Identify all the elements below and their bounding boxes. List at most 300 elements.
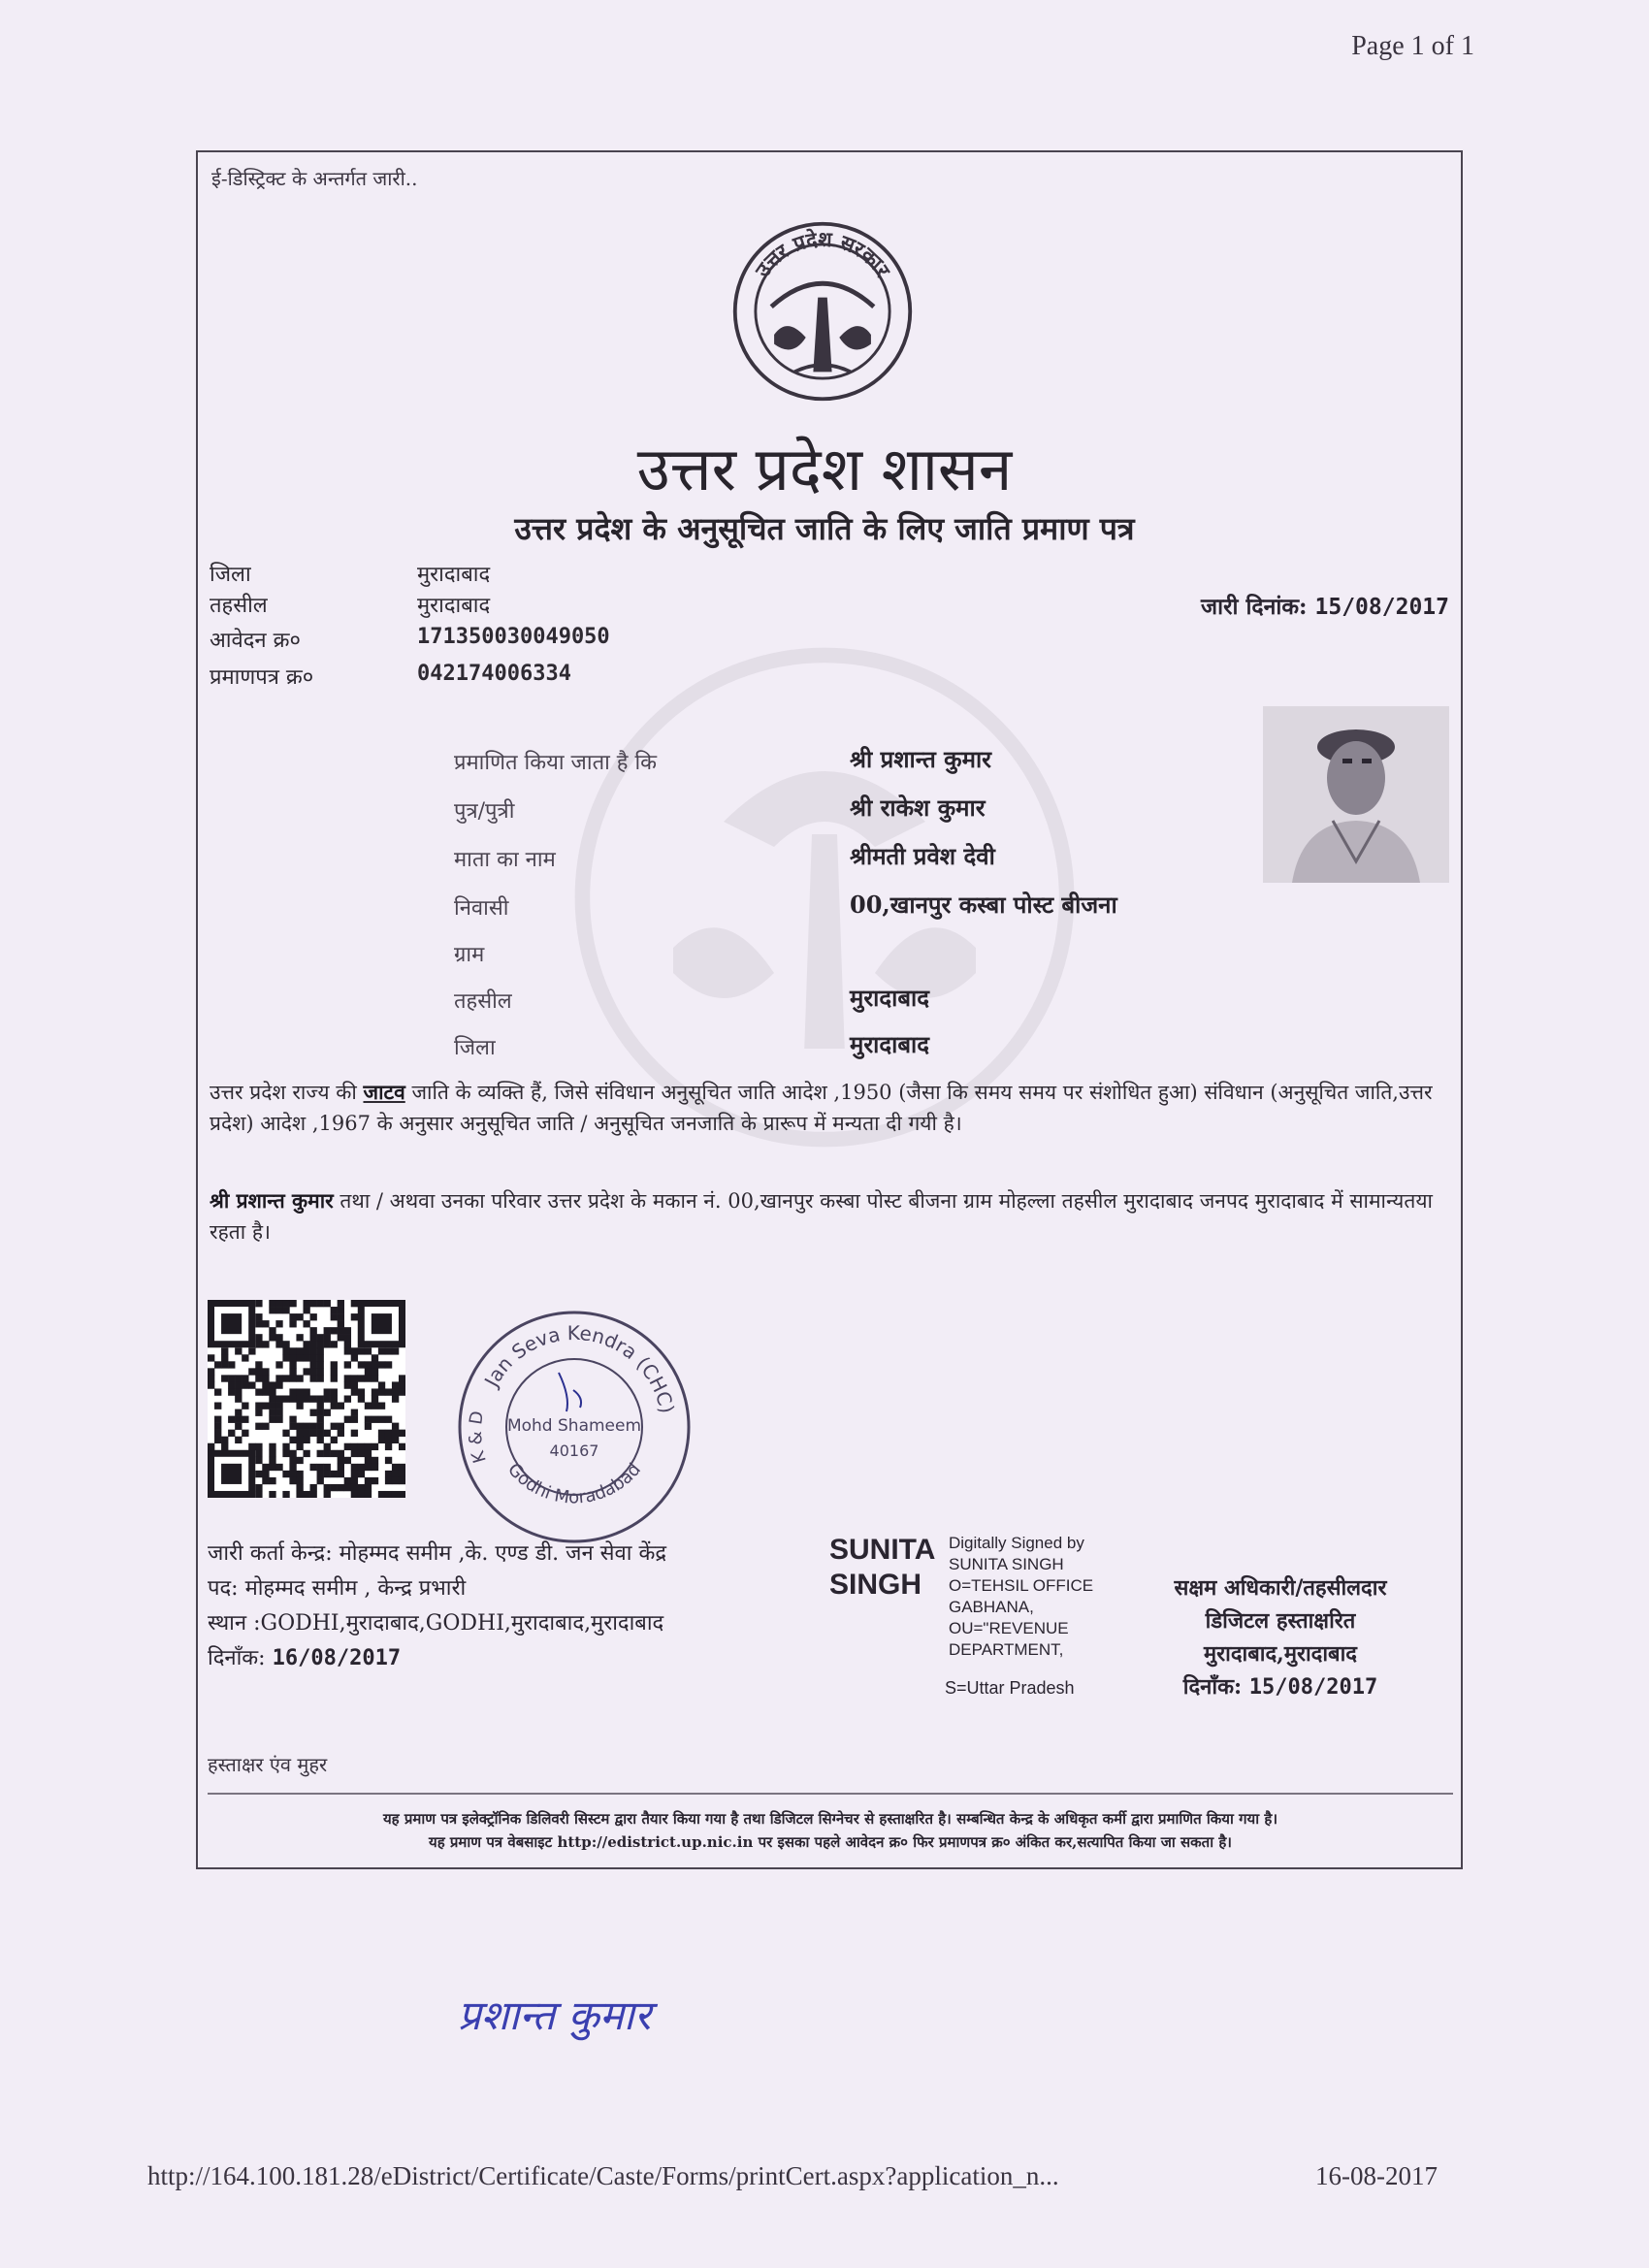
handwritten-signature: प्रशान्त कुमार <box>458 1992 651 2039</box>
qr-module <box>269 1464 275 1471</box>
qr-module <box>235 1381 242 1388</box>
qr-module <box>275 1307 282 1313</box>
qr-module <box>289 1388 296 1395</box>
qr-module <box>262 1381 269 1388</box>
svg-text:Jan Seva Kendra (CHC) <box>479 1321 679 1415</box>
qr-module <box>310 1368 317 1375</box>
qr-module <box>214 1388 221 1395</box>
qr-module <box>235 1388 242 1395</box>
qr-module <box>296 1471 303 1477</box>
qr-module <box>289 1477 296 1484</box>
qr-module <box>385 1491 392 1498</box>
qr-module <box>275 1375 282 1381</box>
qr-module <box>228 1381 235 1388</box>
qr-module <box>296 1457 303 1464</box>
qr-module <box>296 1313 303 1320</box>
qr-module <box>317 1430 324 1437</box>
qr-module <box>331 1423 338 1430</box>
qr-module <box>310 1409 317 1416</box>
application-number-label: आवेदन क्र० <box>210 629 301 653</box>
mother-name-label: माता का नाम <box>454 848 556 872</box>
residence-paragraph-text: तथा / अथवा उनका परिवार उत्तर प्रदेश के मकान नं. 00,खानपुर कस्बा पोस्ट बीजना ग्राम मोहल्ला तहसील मुरादाबाद जनपद मुरादाबाद में सामान्यतया रहता है। <box>210 1189 1433 1244</box>
qr-module <box>344 1484 351 1491</box>
qr-module <box>344 1327 351 1334</box>
qr-module <box>331 1375 338 1381</box>
qr-module <box>255 1313 262 1320</box>
qr-module <box>338 1334 344 1341</box>
qr-module <box>310 1341 317 1347</box>
qr-module <box>289 1375 296 1381</box>
qr-module <box>235 1347 242 1354</box>
qr-module <box>372 1395 378 1402</box>
qr-module <box>296 1395 303 1402</box>
authority-title: सक्षम अधिकारी/तहसीलदार <box>1174 1575 1387 1601</box>
qr-module <box>262 1471 269 1477</box>
qr-module <box>289 1471 296 1477</box>
qr-module <box>262 1320 269 1327</box>
qr-module <box>269 1300 275 1307</box>
qr-module <box>303 1430 309 1437</box>
qr-module <box>351 1471 358 1477</box>
person-district-value: मुरादाबाद <box>850 1030 930 1058</box>
stamp-ring-bottom: Godhi Moradabad <box>503 1459 645 1508</box>
qr-module <box>351 1416 358 1423</box>
qr-module <box>392 1430 399 1437</box>
qr-module <box>269 1381 275 1388</box>
qr-module <box>365 1416 372 1423</box>
qr-module <box>296 1443 303 1450</box>
qr-module <box>269 1327 275 1334</box>
tehsil-value: मुरादाबाद <box>417 594 491 618</box>
qr-module <box>214 1403 221 1409</box>
qr-module <box>214 1416 221 1423</box>
qr-module <box>269 1403 275 1409</box>
qr-module <box>235 1437 242 1443</box>
qr-module <box>365 1457 372 1464</box>
qr-module <box>296 1354 303 1361</box>
qr-module <box>338 1484 344 1491</box>
qr-module <box>331 1313 338 1320</box>
caste-paragraph <box>210 1077 1443 1139</box>
footer-note-line2: यह प्रमाण पत्र वेबसाइट http://edistrict.up.nic.in पर इसका पहले आवेदन क्र० फिर प्रमाणपत्र क्र० अंकित कर,सत्यापित किया जा सकता है। <box>429 1833 1232 1851</box>
qr-module <box>344 1477 351 1484</box>
issue-date <box>1201 590 1449 621</box>
qr-module <box>351 1375 358 1381</box>
qr-module <box>275 1464 282 1471</box>
qr-module <box>269 1443 275 1450</box>
qr-module <box>296 1477 303 1484</box>
qr-module <box>242 1403 248 1409</box>
qr-module <box>282 1450 289 1457</box>
qr-module <box>372 1443 378 1450</box>
qr-module <box>235 1423 242 1430</box>
qr-module <box>358 1471 365 1477</box>
qr-module <box>310 1327 317 1334</box>
qr-module <box>303 1347 309 1354</box>
qr-module <box>324 1409 331 1416</box>
qr-module <box>303 1320 309 1327</box>
qr-module <box>385 1347 392 1354</box>
qr-module <box>324 1491 331 1498</box>
qr-module <box>392 1437 399 1443</box>
qr-module <box>255 1457 262 1464</box>
qr-module <box>378 1430 385 1437</box>
qr-module <box>275 1416 282 1423</box>
qr-module <box>399 1381 405 1388</box>
qr-module <box>358 1388 365 1395</box>
qr-module <box>378 1491 385 1498</box>
qr-module <box>351 1388 358 1395</box>
issuer-date-label: दिनाँक: <box>208 1646 266 1670</box>
qr-module <box>324 1334 331 1341</box>
qr-module <box>275 1320 282 1327</box>
qr-module <box>275 1300 282 1307</box>
digital-signer-name <box>829 1533 935 1603</box>
qr-module <box>269 1450 275 1457</box>
qr-module <box>214 1430 221 1437</box>
child-of-label: पुत्र/पुत्री <box>454 799 515 824</box>
qr-finder-pattern <box>372 1313 392 1334</box>
qr-module <box>324 1341 331 1347</box>
qr-module <box>399 1464 405 1471</box>
dsig-line6: DEPARTMENT, <box>949 1640 1064 1659</box>
qr-code <box>208 1300 405 1498</box>
qr-module <box>208 1381 214 1388</box>
qr-module <box>365 1403 372 1409</box>
dsig-state: S=Uttar Pradesh <box>945 1678 1075 1698</box>
certified-name: श्री प्रशान्त कुमार <box>850 745 991 773</box>
qr-module <box>317 1409 324 1416</box>
svg-text:K & D <box>466 1409 491 1465</box>
resident-label: निवासी <box>454 896 509 921</box>
caste-paragraph-suffix: जाति के व्यक्ति हैं, जिसे संविधान अनुसूचित जाति आदेश ,1950 (जैसा कि समय समय पर संशोधित हुआ) संविधान (अनुसूचित जाति,उत्तर प्रदेश) आदेश ,1967 के अनुसार अनुसूचित जाति / अनुसूचित जनजाति के प्रारूप में मन्यता दी गयी है। <box>210 1081 1433 1135</box>
qr-module <box>378 1437 385 1443</box>
qr-module <box>289 1320 296 1327</box>
qr-module <box>372 1464 378 1471</box>
stamp-center-code: 40167 <box>549 1442 599 1460</box>
qr-module <box>289 1450 296 1457</box>
qr-module <box>365 1368 372 1375</box>
footer-divider <box>208 1793 1453 1795</box>
qr-module <box>282 1491 289 1498</box>
qr-module <box>208 1443 214 1450</box>
residence-paragraph-name: श्री प्रशान्त कुमार <box>210 1188 334 1213</box>
qr-module <box>358 1491 365 1498</box>
qr-module <box>372 1403 378 1409</box>
district-value: मुरादाबाद <box>417 563 491 587</box>
stamp-center-name: Mohd Shameem <box>506 1416 642 1436</box>
stamp-ring-left: K & D <box>465 1409 491 1466</box>
qr-module <box>392 1491 399 1498</box>
digital-signer-name-line2: SINGH <box>829 1569 922 1601</box>
qr-module <box>344 1443 351 1450</box>
mother-name: श्रीमती प्रवेश देवी <box>850 842 995 870</box>
qr-module <box>392 1477 399 1484</box>
authority-digital-signed: डिजिटल हस्ताक्षरित <box>1205 1608 1356 1634</box>
qr-module <box>365 1464 372 1471</box>
qr-module <box>351 1450 358 1457</box>
qr-module <box>385 1361 392 1368</box>
qr-module <box>331 1361 338 1368</box>
qr-module <box>365 1361 372 1368</box>
qr-module <box>262 1403 269 1409</box>
qr-module <box>338 1307 344 1313</box>
qr-module <box>344 1341 351 1347</box>
qr-module <box>242 1375 248 1381</box>
qr-module <box>310 1484 317 1491</box>
qr-module <box>324 1300 331 1307</box>
qr-module <box>303 1491 309 1498</box>
qr-module <box>289 1395 296 1402</box>
qr-module <box>317 1464 324 1471</box>
qr-module <box>275 1395 282 1402</box>
qr-module <box>289 1464 296 1471</box>
qr-module <box>275 1334 282 1341</box>
qr-module <box>351 1491 358 1498</box>
up-state-emblem-icon <box>729 218 916 405</box>
qr-module <box>255 1443 262 1450</box>
father-name: श्री राकेश कुमार <box>850 794 986 822</box>
qr-module <box>324 1450 331 1457</box>
qr-module <box>351 1430 358 1437</box>
qr-module <box>248 1381 255 1388</box>
dsig-line4: GABHANA, <box>949 1598 1034 1616</box>
qr-module <box>365 1443 372 1450</box>
qr-module <box>255 1403 262 1409</box>
qr-module <box>296 1484 303 1491</box>
issuing-center: जारी कर्ता केन्द्र: मोहम्मद समीम ,के. एण्ड डी. जन सेवा केंद्र <box>208 1541 667 1566</box>
application-number-value: 171350030049050 <box>417 625 610 649</box>
qr-module <box>324 1395 331 1402</box>
qr-module <box>392 1464 399 1471</box>
qr-module <box>221 1437 228 1443</box>
qr-module <box>255 1471 262 1477</box>
qr-module <box>372 1375 378 1381</box>
qr-module <box>392 1381 399 1388</box>
qr-module <box>228 1416 235 1423</box>
qr-module <box>392 1423 399 1430</box>
qr-module <box>344 1347 351 1354</box>
qr-module <box>303 1368 309 1375</box>
qr-module <box>289 1423 296 1430</box>
qr-module <box>310 1361 317 1368</box>
qr-module <box>331 1450 338 1457</box>
qr-module <box>296 1403 303 1409</box>
qr-module <box>399 1388 405 1395</box>
qr-module <box>255 1320 262 1327</box>
residence-paragraph <box>210 1185 1443 1247</box>
qr-module <box>235 1409 242 1416</box>
qr-module <box>392 1395 399 1402</box>
qr-module <box>255 1388 262 1395</box>
qr-module <box>303 1341 309 1347</box>
qr-module <box>324 1388 331 1395</box>
qr-module <box>228 1375 235 1381</box>
qr-module <box>365 1347 372 1354</box>
qr-module <box>317 1437 324 1443</box>
qr-module <box>317 1416 324 1423</box>
qr-module <box>242 1354 248 1361</box>
certified-label: प्रमाणित किया जाता है कि <box>454 751 658 775</box>
qr-module <box>324 1430 331 1437</box>
district-label: जिला <box>210 563 251 587</box>
qr-module <box>385 1443 392 1450</box>
emblem-text: उत्तर प्रदेश सरकार <box>750 226 895 282</box>
qr-module <box>317 1354 324 1361</box>
village-label: ग्राम <box>454 943 485 967</box>
qr-module <box>338 1457 344 1464</box>
qr-module <box>351 1347 358 1354</box>
qr-module <box>262 1464 269 1471</box>
qr-module <box>317 1347 324 1354</box>
qr-module <box>344 1334 351 1341</box>
qr-module <box>344 1375 351 1381</box>
certificate-subtitle: उत्तर प्रदेश के अनुसूचित जाति के लिए जाति प्रमाण पत्र <box>514 510 1135 547</box>
qr-module <box>331 1471 338 1477</box>
qr-module <box>269 1395 275 1402</box>
qr-module <box>378 1381 385 1388</box>
qr-module <box>399 1375 405 1381</box>
qr-module <box>372 1477 378 1484</box>
qr-module <box>351 1484 358 1491</box>
qr-module <box>372 1368 378 1375</box>
qr-module <box>303 1437 309 1443</box>
qr-module <box>255 1375 262 1381</box>
qr-module <box>331 1341 338 1347</box>
digital-signature-details <box>949 1533 1093 1661</box>
qr-module <box>351 1464 358 1471</box>
qr-module <box>392 1388 399 1395</box>
page-label: Page 1 of 1 <box>1351 31 1474 61</box>
qr-module <box>378 1388 385 1395</box>
qr-module <box>255 1409 262 1416</box>
qr-module <box>255 1450 262 1457</box>
qr-module <box>385 1437 392 1443</box>
qr-module <box>317 1471 324 1477</box>
qr-module <box>310 1464 317 1471</box>
qr-module <box>282 1471 289 1477</box>
qr-module <box>262 1477 269 1484</box>
qr-module <box>282 1443 289 1450</box>
qr-module <box>372 1416 378 1423</box>
qr-module <box>235 1395 242 1402</box>
qr-module <box>365 1484 372 1491</box>
qr-module <box>255 1300 262 1307</box>
qr-module <box>317 1395 324 1402</box>
qr-module <box>385 1477 392 1484</box>
qr-module <box>289 1457 296 1464</box>
qr-module <box>317 1423 324 1430</box>
qr-module <box>303 1307 309 1313</box>
qr-module <box>214 1361 221 1368</box>
qr-module <box>358 1443 365 1450</box>
qr-module <box>303 1423 309 1430</box>
qr-module <box>378 1361 385 1368</box>
qr-module <box>331 1403 338 1409</box>
qr-module <box>324 1484 331 1491</box>
qr-module <box>310 1423 317 1430</box>
qr-module <box>399 1491 405 1498</box>
qr-module <box>317 1368 324 1375</box>
qr-module <box>372 1388 378 1395</box>
qr-module <box>289 1347 296 1354</box>
qr-module <box>242 1430 248 1437</box>
certificate-number-value: 042174006334 <box>417 662 571 686</box>
qr-module <box>303 1300 309 1307</box>
qr-module <box>317 1450 324 1457</box>
qr-module <box>317 1477 324 1484</box>
qr-module <box>351 1409 358 1416</box>
qr-module <box>351 1300 358 1307</box>
qr-module <box>317 1341 324 1347</box>
qr-module <box>399 1471 405 1477</box>
qr-module <box>282 1300 289 1307</box>
qr-module <box>275 1409 282 1416</box>
qr-module <box>338 1430 344 1437</box>
person-tehsil-label: तहसील <box>454 989 512 1014</box>
qr-module <box>248 1443 255 1450</box>
qr-module <box>235 1375 242 1381</box>
issue-date-value: 15/08/2017 <box>1314 595 1449 620</box>
qr-module <box>385 1416 392 1423</box>
qr-module <box>303 1388 309 1395</box>
qr-module <box>310 1300 317 1307</box>
qr-module <box>208 1375 214 1381</box>
dsig-line1: Digitally Signed by <box>949 1534 1084 1552</box>
qr-module <box>296 1430 303 1437</box>
dsig-line3: O=TEHSIL OFFICE <box>949 1576 1094 1595</box>
qr-module <box>310 1354 317 1361</box>
caste-paragraph-prefix: उत्तर प्रदेश राज्य की <box>210 1081 364 1104</box>
qr-module <box>296 1388 303 1395</box>
qr-module <box>221 1354 228 1361</box>
issued-under-text: ई-डिस्ट्रिक्ट के अन्तर्गत जारी.. <box>211 167 418 190</box>
qr-module <box>317 1361 324 1368</box>
qr-module <box>372 1354 378 1361</box>
certificate-number-label: प्रमाणपत्र क्र० <box>210 665 314 690</box>
qr-module <box>338 1300 344 1307</box>
issuer-block <box>208 1537 666 1676</box>
dsig-line2: SUNITA SINGH <box>949 1555 1064 1573</box>
qr-finder-pattern <box>221 1464 242 1484</box>
qr-module <box>296 1334 303 1341</box>
qr-module <box>358 1395 365 1402</box>
qr-module <box>399 1443 405 1450</box>
qr-module <box>289 1416 296 1423</box>
qr-module <box>365 1477 372 1484</box>
qr-module <box>282 1430 289 1437</box>
qr-module <box>365 1450 372 1457</box>
qr-module <box>338 1423 344 1430</box>
qr-module <box>385 1457 392 1464</box>
qr-module <box>338 1313 344 1320</box>
qr-module <box>275 1341 282 1347</box>
qr-module <box>385 1430 392 1437</box>
digital-signer-name-line1: SUNITA <box>829 1534 936 1566</box>
dsig-line5: OU="REVENUE <box>949 1619 1069 1637</box>
qr-module <box>331 1437 338 1443</box>
qr-module <box>310 1347 317 1354</box>
svg-text:Godhi Moradabad <box>503 1459 645 1507</box>
qr-module <box>262 1388 269 1395</box>
qr-module <box>221 1361 228 1368</box>
qr-module <box>255 1491 262 1498</box>
qr-module <box>275 1403 282 1409</box>
qr-module <box>317 1375 324 1381</box>
qr-module <box>338 1471 344 1477</box>
qr-module <box>289 1313 296 1320</box>
qr-module <box>242 1381 248 1388</box>
